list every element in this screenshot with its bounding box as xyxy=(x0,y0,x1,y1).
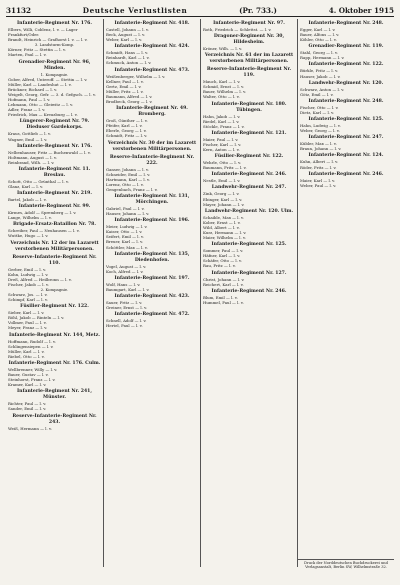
casualty-entry: Schäfer, Otto — l. v. xyxy=(203,258,243,264)
regiment-heading: Infanterie-Regiment Nr. 418. xyxy=(114,21,190,26)
regiment-heading: Infanterie-Regiment Nr. 473. xyxy=(114,67,190,73)
casualty-entry: 1. Kompagnie. xyxy=(40,71,69,77)
regiment-section xyxy=(203,154,295,170)
casualty-entry: Breuer, Karl — l. v. xyxy=(106,239,144,245)
casualty-entry: Wellbrenner, Willy — l. v. xyxy=(8,366,58,372)
casualty-entry: Müller, Fritz — l. v. xyxy=(106,88,144,94)
regiment-section xyxy=(203,271,295,287)
casualty-entry: Maier, Paul — l. v. xyxy=(203,136,239,142)
casualty-entry: Baumann, Alfred — l. v. xyxy=(106,93,153,99)
casualty-entry: Baumgart, Karl — l. v. xyxy=(106,286,150,292)
casualty-entry: Roth, Friedrich — Schlettst. — l. v. xyxy=(203,27,272,32)
casualty-entry: Weber, Paul — l. v. xyxy=(300,182,337,188)
regiment-heading: Infanterie-Regiment Nr. 131, Mörchingen. xyxy=(114,193,190,205)
casualty-entry: Riebel, Otto — l. v. xyxy=(8,353,45,359)
casualty-entry: Weiß, Hermann — l. v. xyxy=(8,425,52,431)
regiment-heading: Infanterie-Regiment Nr. 246. xyxy=(211,172,287,178)
regiment-section xyxy=(8,333,101,359)
page-header xyxy=(6,4,394,17)
casualty-entry: Fischer, Jakob — l. v. xyxy=(8,281,49,287)
casualty-entry: Schimpf, Karl — l. v. xyxy=(8,297,48,303)
column-4 xyxy=(297,19,394,567)
regiment-heading: Landwehr-Regiment Nr. 120. xyxy=(308,80,384,86)
regiment-section xyxy=(8,361,101,387)
regiment-section xyxy=(203,131,295,152)
casualty-entry: Reinhardt, Karl — l. v. xyxy=(106,55,150,61)
casualty-entry: Sauer, Fritz — l. v. xyxy=(106,300,143,305)
regiment-section xyxy=(300,21,392,42)
casualty-entry: Nelbenhauser, Fritz — Buchenwald — l. v. xyxy=(8,149,91,155)
issue-date: 4. Oktober 1915 xyxy=(328,6,394,15)
casualty-entry: Maier, Karl — l. v. xyxy=(300,177,336,183)
regiment-heading: Füsilier-Regiment Nr. 122. xyxy=(20,304,89,310)
casualty-entry: Pfeifer, Karl — l. v. xyxy=(106,123,143,129)
casualty-entry: Friedrich, Max — Kreuzburg — l. v. xyxy=(8,112,78,118)
casualty-entry: Schaible, Max — l. v. xyxy=(203,214,244,220)
casualty-entry: 3. Landsturm-Komp. xyxy=(34,42,75,48)
casualty-entry: Gabriel, Paul — l. v. xyxy=(106,205,145,211)
casualty-entry: Häfner, Karl — l. v. xyxy=(203,253,241,259)
column-3 xyxy=(200,19,297,567)
casualty-entry: Elbers, Willi, Coblenz, l. v. — Lager Frankfurt/Oder. xyxy=(8,27,78,38)
casualty-entry: Marten, Paul — l. v. xyxy=(8,52,47,58)
casualty-entry: Bauer, Alfons — l. v. xyxy=(300,32,340,38)
casualty-entry: Kuhn, Albert — l. v. xyxy=(300,159,339,165)
casualty-entry: Rapp, Hermann — l. v. xyxy=(300,55,345,61)
casualty-entry: Bauer, Wilhelm — l. v. xyxy=(203,89,247,95)
regiment-heading: Verzeichnis Nr. 61 der im Lazarett verstorbenen Militärpersonen. xyxy=(204,53,294,65)
casualty-entry: Weißenberger, Wilhelm — l. v. xyxy=(106,73,166,79)
casualty-entry: Gertz, Emil — l. v. xyxy=(106,83,142,89)
regiment-section xyxy=(106,294,198,310)
casualty-entry: Schmidt, Fritz — l. v. xyxy=(106,133,148,139)
regiment-heading: Infanterie-Regiment Nr. 176. xyxy=(17,143,92,149)
regiment-section xyxy=(300,44,392,60)
regiment-section xyxy=(106,155,198,192)
regiment-section xyxy=(300,99,392,115)
regiment-section xyxy=(300,62,392,78)
casualty-entry: Schlingensiepen — l. v. xyxy=(8,343,54,349)
casualty-entry: Schnell, Adolf — l. v. xyxy=(106,318,147,324)
casualty-entry: Weber, Karl — l. v. xyxy=(106,37,143,43)
regiment-section xyxy=(106,218,198,249)
regiment-section xyxy=(8,255,101,303)
casualty-entry: Kübler, Max — l. v. xyxy=(300,141,337,147)
casualty-entry: Ebinger, Karl — l. v. xyxy=(203,196,243,202)
regiment-heading: Infanterie-Regiment Nr. 125. xyxy=(308,117,384,123)
regiment-heading: Verzeichnis Nr. 30 der im Lazarett verstorbenen Militärpersonen. xyxy=(107,140,197,152)
printer-imprint: Druck der Norddeutschen Buchdruckerei und Verlagsanstalt, Berlin SW, Wilhelmstraße 32. xyxy=(298,559,394,570)
regiment-section xyxy=(8,60,101,118)
casualty-entry: Gengenbach, Franz — l. v. xyxy=(106,186,158,192)
casualty-entry: Maier, Wilhelm — l. v. xyxy=(203,235,246,241)
casualty-entry: Hummel, Paul — l. v. xyxy=(203,299,244,305)
regiment-section xyxy=(106,68,198,105)
regiment-section xyxy=(203,185,295,206)
casualty-entry: Holtmann, August — l. v. xyxy=(8,154,57,160)
casualty-entry: Hauser, Jakob — l. v. xyxy=(300,73,341,79)
regiment-section xyxy=(203,242,295,268)
casualty-entry: Riedel, Karl — l. v. xyxy=(203,118,240,124)
casualty-entry: Stahl, Georg — l. v. xyxy=(300,50,338,56)
casualty-entry: Rau, Fritz — l. v. xyxy=(203,263,236,269)
regiment-section xyxy=(203,67,295,99)
regiment-heading: Infanterie-Regiment Nr. 49. Bromberg. xyxy=(116,106,188,118)
regiment-heading: Infanterie-Regiment Nr. 248. xyxy=(308,21,384,26)
casualty-entry: Götz, Emil — l. v. xyxy=(300,91,334,97)
casualty-entry: Kohn, Ludwig — l. v. xyxy=(8,271,49,277)
regiment-heading: Infanterie-Regiment Nr. 246. xyxy=(211,288,287,294)
regiment-heading: Infanterie-Regiment Nr. 219. xyxy=(17,191,92,197)
issue-number: (Pr. 733.) xyxy=(239,6,277,15)
regiment-heading: Infanterie-Regiment Nr. 121. xyxy=(211,130,287,136)
casualty-entry: Wagner, Emil — l. v. xyxy=(8,136,48,142)
regiment-heading: Grenadier-Regiment Nr. 119. xyxy=(308,44,384,50)
casualty-entry: 2. Kompagnie. xyxy=(40,286,69,292)
regiment-section xyxy=(8,389,101,411)
casualty-entry: Reichert, Karl — l. v. xyxy=(203,281,244,287)
casualty-entry: Kurz, Hermann — l. v. xyxy=(203,229,247,235)
casualty-entry: Meyer, Franz — l. v. xyxy=(8,325,48,331)
regiment-section xyxy=(203,289,295,305)
casualty-entry: Koch, Alfred — l. v. xyxy=(106,268,144,274)
casualty-entry: Kober, Ernst — l. v. xyxy=(203,219,241,225)
regiment-heading: Landwehr-Regiment Nr. 247. xyxy=(211,185,287,191)
casualty-entry: Schwarz, Jos. — l. v. xyxy=(8,292,48,297)
casualty-entry: Christ, Johann — l. v. xyxy=(203,276,245,282)
regiment-section xyxy=(106,44,198,65)
casualty-entry: Meier, Ludwig — l. v. xyxy=(106,224,148,230)
regiment-heading: Lüngerer-Regiment Nr. 79. Dieduser Gardekorps. xyxy=(19,119,90,131)
regiment-heading: Infanterie-Regiment Nr. 248. xyxy=(308,98,384,104)
regiment-heading: Dragoner-Regiment Nr. 30, Hildesheim. xyxy=(213,34,285,46)
casualty-entry: Wuttke, Hugo — l. v. xyxy=(8,233,49,239)
casualty-entry: Hofmann, Paul — l. v. xyxy=(8,97,51,103)
regiment-section xyxy=(8,21,101,58)
casualty-entry: Kraus, Gottlieb — l. v. xyxy=(8,131,51,137)
casualty-entry: Vollmer, Paul — l. v. xyxy=(8,320,47,326)
casualty-entry: Brandt, Heinrich — Grafhorst l. v. — l. v. xyxy=(8,37,88,43)
regiment-heading: Infanterie-Regiment Nr. 144, Metz. xyxy=(9,332,100,338)
casualty-entry: Schmid, Ernst — l. v. xyxy=(203,84,245,90)
regiment-heading: Infanterie-Regiment Nr. 472. xyxy=(114,312,190,318)
casualty-entry: Lange, Wilhelm — l. v. xyxy=(8,215,52,221)
casualty-entry: Egger, Karl — l. v. xyxy=(300,27,336,32)
casualty-entry: Wild, Albert — l. v. xyxy=(203,224,240,230)
regiment-section xyxy=(300,135,392,151)
casualty-entry: Gober, Alfred, Unteroff. — Stettin — l. v. xyxy=(8,76,88,82)
casualty-entry: Reinbrand, Wilh. — l. v. xyxy=(8,159,55,165)
casualty-entry: Lorenz, Otto — l. v. xyxy=(106,181,144,187)
regiment-heading: Reserve-Infanterie-Regiment Nr. 119. xyxy=(206,67,292,79)
regiment-heading: Infanterie-Regiment Nr. 124. xyxy=(308,153,384,159)
casualty-entry: Dietz, Karl — l. v. xyxy=(300,109,335,115)
casualty-entry: Weber, Georg — l. v. xyxy=(300,128,340,134)
regiment-section xyxy=(300,153,392,169)
regiment-section xyxy=(8,241,101,253)
regiment-section xyxy=(203,53,295,65)
regiment-section xyxy=(8,222,101,238)
regiment-section xyxy=(300,81,392,97)
page-number: 31132 xyxy=(6,6,32,15)
regiment-heading: Infanterie-Regiment Nr. 125. xyxy=(211,242,287,248)
casualty-entry: Wolf, Hans — l. v. xyxy=(106,281,141,287)
regiment-section xyxy=(106,312,198,328)
casualty-entry: Hertel, Paul — l. v. xyxy=(106,323,143,329)
casualty-entry: Steinhorst, Franz — l. v. xyxy=(8,377,56,383)
regiment-section xyxy=(8,304,101,330)
casualty-entry: Glanz, Karl — l. v. xyxy=(8,183,44,189)
casualty-entry: Schmidt, Hans — l. v. xyxy=(106,50,149,56)
casualty-entry: Schott, Otto — Grünthal — l. v. xyxy=(8,178,69,184)
regiment-section xyxy=(8,167,101,189)
casualty-entry: Bürkle, Fritz — l. v. xyxy=(300,68,339,74)
casualty-entry: Bauer, Gustav — l. v. xyxy=(8,372,49,378)
regiment-section xyxy=(106,276,198,292)
casualty-entry: Sieber, Karl — l. v. xyxy=(8,310,45,316)
casualty-entry: Weigelt, Georg, Gefr. — 3. d. Gefgsch. — l. v. xyxy=(8,91,96,97)
casualty-entry: Fischer, Karl — l. v. xyxy=(203,141,242,147)
casualty-entry: Stöckle, Franz — l. v. xyxy=(203,123,245,129)
casualty-entry: Kern, Anton — l. v. xyxy=(203,147,240,153)
regiment-section xyxy=(203,21,295,32)
regiment-heading: Infanterie-Regiment Nr. 196. xyxy=(114,218,190,224)
regiment-section xyxy=(8,144,101,165)
column-2 xyxy=(103,19,200,567)
casualty-entry: Kellner, Paul — l. v. xyxy=(106,78,144,84)
casualty-entry: Schneider, Emil — l. v. xyxy=(106,171,151,177)
regiment-heading: Infanterie-Regiment Nr. 176. Culm. xyxy=(8,360,101,366)
casualty-entry: Lehmann, Otto — Gleiwitz — l. v. xyxy=(8,102,74,108)
casualty-entry: Hahn, Ludwig — l. v. xyxy=(300,123,341,129)
casualty-entry: Zink, Georg — l. v. xyxy=(203,191,240,197)
regiment-section xyxy=(106,141,198,153)
casualty-entry: Greiner, Ernst — l. v. xyxy=(106,305,148,311)
regiment-section xyxy=(106,252,198,274)
regiment-section xyxy=(8,414,101,431)
regiment-heading: Infanterie-Regiment Nr. 197. xyxy=(114,275,190,281)
regiment-section xyxy=(8,119,101,141)
casualty-entry: Körner, Fritz — Stettin — l. v. xyxy=(8,47,66,53)
casualty-columns xyxy=(6,19,394,567)
regiment-heading: Infanterie-Regiment Nr. 122. xyxy=(308,62,384,68)
casualty-entry: Eberle, Georg — l. v. xyxy=(106,128,147,134)
newspaper-page xyxy=(6,4,394,581)
regiment-heading: Infanterie-Regiment Nr. 11. Breslau. xyxy=(18,166,91,178)
column-1 xyxy=(6,19,103,567)
casualty-entry: Groß, Günther — l. v. xyxy=(106,118,148,124)
casualty-entry: Fischer, Otto — l. v. xyxy=(300,104,339,110)
casualty-entry: Schreiber, Paul — Neuhausen — l. v. xyxy=(8,228,80,234)
casualty-entry: Walter, Otto — l. v. xyxy=(203,94,240,100)
regiment-heading: Füsilier-Regiment Nr. 122. xyxy=(214,154,284,160)
regiment-heading: Infanterie-Regiment Nr. 241, Münster. xyxy=(17,389,92,401)
casualty-entry: Mauch, Karl — l. v. xyxy=(203,79,241,85)
regiment-heading: Infanterie-Regiment Nr. 127. xyxy=(211,270,287,276)
regiment-section xyxy=(203,172,295,183)
regiment-section xyxy=(300,117,392,133)
casualty-entry: Hoffmann, Rudolf — l. v. xyxy=(8,338,56,344)
regiment-heading: Infanterie-Regiment Nr. 246. xyxy=(308,171,384,177)
casualty-entry: Sommer, Paul — l. v. xyxy=(203,248,244,254)
regiment-heading: Infanterie-Regiment Nr. 176. xyxy=(17,21,92,26)
casualty-entry: Röder, Fritz — l. v. xyxy=(300,164,337,170)
regiment-section xyxy=(8,191,101,202)
casualty-entry: Müller, Karl — Landeshut — l. v. xyxy=(8,81,72,87)
regiment-section xyxy=(300,172,392,188)
casualty-entry: Brückner, Richard — l. v. xyxy=(8,86,58,92)
casualty-entry: Schwarz, Anton — l. v. xyxy=(300,86,345,92)
casualty-entry: Wehrle, Otto — l. v. xyxy=(203,160,242,166)
regiment-heading: Infanterie-Regiment Nr. 99. xyxy=(18,204,91,210)
casualty-entry: Kaiser, Otto — l. v. xyxy=(106,229,143,235)
casualty-entry: Mayer, Johann — l. v. xyxy=(203,201,245,207)
regiment-heading: Reserve-Infanterie-Regiment Nr. 110. xyxy=(12,254,97,266)
casualty-entry: Hartmann, Karl — l. v. xyxy=(106,176,151,182)
casualty-entry: Dreß, Alfred — Heilbronn — l. v. xyxy=(8,276,72,282)
regiment-heading: Reserve-Infanterie-Regiment Nr. 222. xyxy=(109,154,195,166)
regiment-section xyxy=(203,209,295,240)
regiment-heading: Reserve-Infanterie-Regiment Nr. 243. xyxy=(12,413,97,425)
casualty-entry: Hauser, Johann — l. v. xyxy=(106,211,150,217)
casualty-entry: Beck, August — l. v. xyxy=(106,32,146,38)
regiment-heading: Infanterie-Regiment Nr. 180. Tübingen. xyxy=(211,101,287,113)
casualty-entry: Blum, Emil — l. v. xyxy=(203,294,238,300)
casualty-entry: Köhler, Otto — l. v. xyxy=(300,37,337,43)
casualty-entry: Vogel, August — l. v. xyxy=(106,263,147,269)
regiment-heading: Infanterie-Regiment Nr. 135, Diedenhofen. xyxy=(114,251,190,263)
casualty-entry: Röhl, Jakob — Rinteln — l. v. xyxy=(8,315,65,321)
casualty-entry: Kirmes, Adolf — Spremberg — l. v. xyxy=(8,210,77,216)
casualty-entry: Seifert, Emil — l. v. xyxy=(106,234,144,240)
regiment-heading: Landwehr-Regiment Nr. 120. Ulm. xyxy=(204,208,294,214)
regiment-heading: Infanterie-Regiment Nr. 424. xyxy=(114,44,190,50)
casualty-entry: Schöttler, Max — l. v. xyxy=(106,244,148,250)
casualty-entry: Kröner, Wilh. — l. v. xyxy=(203,46,243,52)
regiment-heading: Verzeichnis Nr. 12 der im Lazarett verstorbenen Militärpersonen. xyxy=(10,240,99,252)
regiment-heading: Infanterie-Regiment Nr. 423. xyxy=(114,294,190,299)
casualty-entry: Braun, Johann — l. v. xyxy=(300,146,342,152)
regiment-section xyxy=(8,204,101,220)
casualty-entry: Ganser, Johann — l. v. xyxy=(106,166,149,172)
casualty-entry: Nestle, Emil — l. v. xyxy=(203,178,241,184)
regiment-heading: Grenadier-Regiment Nr. 96, Minden. xyxy=(18,59,91,71)
regiment-section xyxy=(106,194,198,216)
casualty-entry: Bartel, Jakob — l. v. xyxy=(8,197,47,203)
regiment-heading: Infanterie-Regiment Nr. 97. xyxy=(213,21,285,26)
regiment-section xyxy=(203,34,295,51)
casualty-entry: Baumann, Fritz — l. v. xyxy=(203,165,247,171)
casualty-entry: Hahn, Jakob — l. v. xyxy=(203,113,241,119)
regiment-section xyxy=(106,21,198,42)
casualty-entry: Kramer, Karl — l. v. xyxy=(8,382,47,388)
casualty-entry: Richter, Paul — l. v. xyxy=(8,401,47,407)
casualty-entry: Castell, Johann — l. v. xyxy=(106,27,149,32)
casualty-entry: Brodbeck, Georg — l. v. xyxy=(106,99,153,105)
regiment-heading: Brigade-Ersatz-Bataillon Nr. 78. xyxy=(13,222,96,228)
regiment-heading: Infanterie-Regiment Nr. 247. xyxy=(308,135,384,141)
casualty-entry: Müller, Karl — l. v. xyxy=(8,348,45,354)
publication-title: Deutsche Verlustlisten xyxy=(82,6,188,15)
casualty-entry: Sander, Emil — l. v. xyxy=(8,406,47,412)
casualty-entry: Schmuck, Anton — l. v. xyxy=(106,60,152,66)
casualty-entry: Gerber, Emil — l. v. xyxy=(8,266,47,272)
regiment-section xyxy=(203,102,295,129)
casualty-entry: Adler, Franz — l. v. xyxy=(8,107,46,113)
regiment-section xyxy=(106,106,198,138)
